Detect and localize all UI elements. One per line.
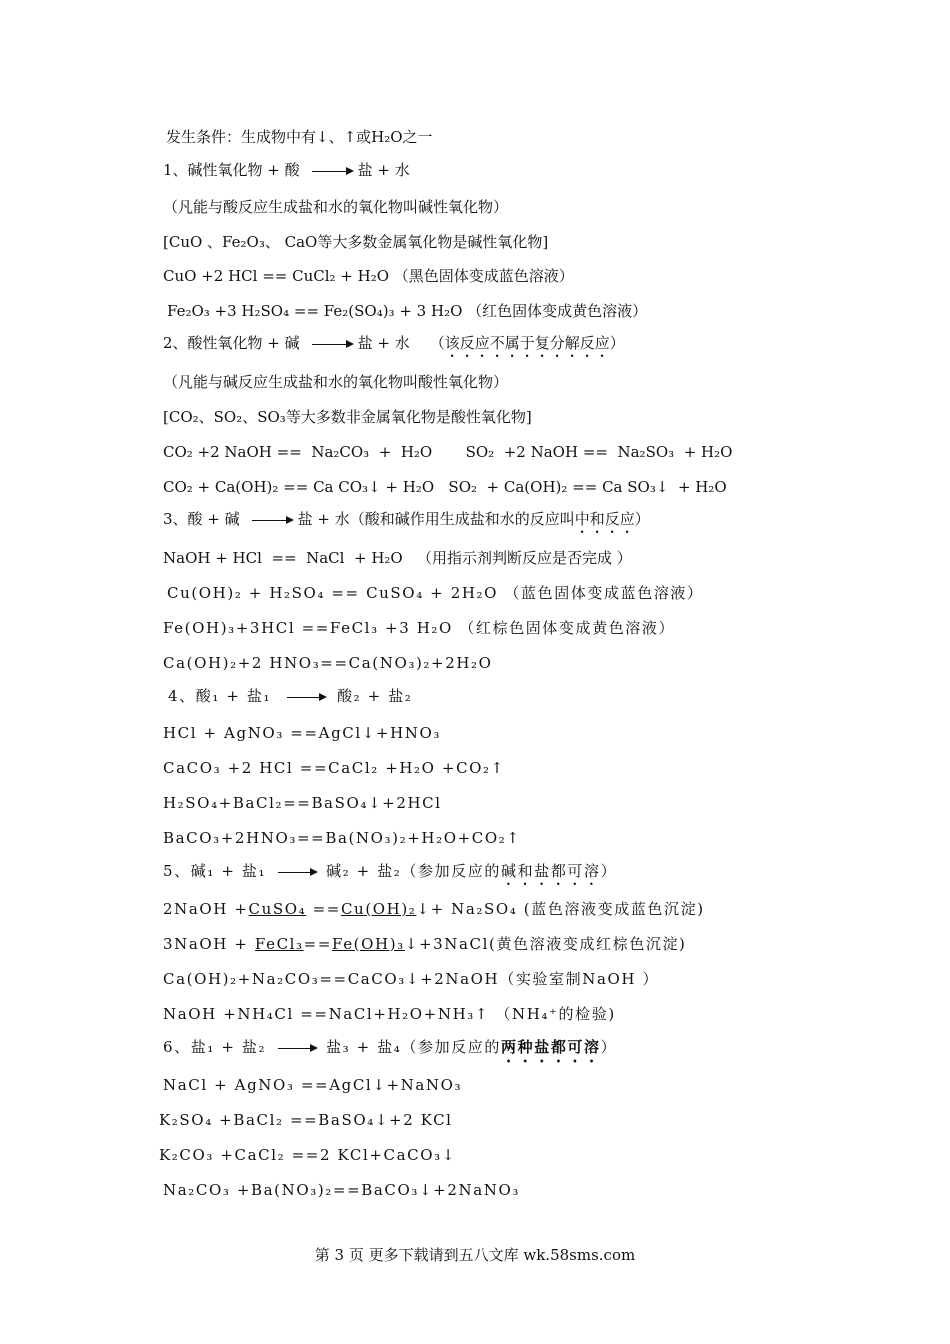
s5-eq2-product: Fe(OH)₃ — [332, 935, 405, 953]
s3-tail: 盐 + 水（酸和碱作用生成盐和水的反应叫 — [297, 510, 575, 528]
s5-tail: 碱₂ + 盐₂（参加反应的 — [326, 862, 502, 880]
s5-equation-1 — [163, 899, 705, 919]
s1-tail: 盐 + 水 — [357, 161, 410, 179]
s6-equation-2: K₂SO₄ +BaCl₂ ==BaSO₄↓+2 KCl — [159, 1111, 453, 1129]
s4-equation-3: H₂SO₄+BaCl₂==BaSO₄↓+2HCl — [163, 794, 442, 812]
arrow-icon — [278, 1042, 318, 1054]
s5-tail-close: ） — [600, 862, 618, 880]
arrow-icon — [287, 691, 327, 703]
s2-heading — [163, 333, 625, 361]
s3-equation-3: Fe(OH)₃+3HCl ==FeCl₃ +3 H₂O （红棕色固体变成黄色溶液） — [163, 619, 676, 637]
s3-head: 3、酸 + 碱 — [163, 510, 240, 528]
s5-equation-2 — [163, 934, 687, 954]
s6-equation-4: Na₂CO₃ +Ba(NO₃)₂==BaCO₃↓+2NaNO₃ — [163, 1181, 520, 1199]
s6-equation-3: K₂CO₃ +CaCl₂ ==2 KCl+CaCO₃↓ — [159, 1146, 456, 1164]
s1-heading — [163, 160, 410, 180]
s5-equation-4: NaOH +NH₄Cl ==NaCl+H₂O+NH₃↑ （NH₄⁺的检验) — [163, 1005, 616, 1023]
s4-equation-4: BaCO₃+2HNO₃==Ba(NO₃)₂+H₂O+CO₂↑ — [163, 829, 521, 847]
s2-equation-2: CO₂ + Ca(OH)₂ == Ca CO₃↓ + H₂O SO₂ + Ca(OH)₂ == Ca SO₃↓ + H₂O — [163, 478, 727, 496]
arrow-icon — [312, 165, 354, 177]
s4-head: 4、酸₁ + 盐₁ — [168, 687, 272, 705]
s5-eq2-part-a: 3NaOH + — [163, 935, 255, 953]
s5-eq1-part-c: == — [306, 900, 341, 918]
s6-tail: 盐₃ + 盐₄（参加反应的 — [326, 1038, 502, 1056]
s4-heading — [168, 686, 412, 706]
s1-head: 1、碱性氧化物 + 酸 — [163, 161, 300, 179]
s5-eq1-reactant: CuSO₄ — [248, 900, 307, 918]
s5-head: 5、碱₁ + 盐₁ — [163, 862, 267, 880]
s2-examples: [CO₂、SO₂、SO₃等大多数非金属氧化物是酸性氧化物] — [163, 408, 532, 426]
s5-equation-3: Ca(OH)₂+Na₂CO₃==CaCO₃↓+2NaOH（实验室制NaOH ） — [163, 970, 660, 988]
s2-note-emphasis: 该反应不属于复分解反应 — [444, 334, 610, 352]
s3-equation-1: NaOH + HCl == NaCl + H₂O （用指示剂判断反应是否完成 ） — [163, 549, 632, 567]
s2-note-close: ） — [609, 334, 625, 352]
s1-note: （凡能与酸反应生成盐和水的氧化物叫碱性氧化物） — [163, 198, 509, 216]
arrow-icon — [312, 338, 354, 350]
s1-examples: [CuO 、Fe₂O₃、 CaO等大多数金属氧化物是碱性氧化物] — [163, 233, 549, 251]
s5-eq1-part-a: 2NaOH + — [163, 900, 249, 918]
s4-tail: 酸₂ + 盐₂ — [337, 687, 413, 705]
s2-note: （凡能与碱反应生成盐和水的氧化物叫酸性氧化物） — [163, 373, 509, 391]
s4-equation-1: HCl + AgNO₃ ==AgCl↓+HNO₃ — [163, 724, 441, 742]
s1-equation-1: CuO +2 HCl == CuCl₂ + H₂O （黑色固体变成蓝色溶液） — [163, 267, 574, 285]
s6-heading — [163, 1037, 617, 1066]
s6-tail-close: ） — [600, 1038, 618, 1056]
s3-heading — [163, 509, 650, 537]
s5-eq2-part-e: ↓+3NaCl(黄色溶液变成红棕色沉淀) — [404, 935, 687, 953]
s2-equation-1: CO₂ +2 NaOH == Na₂CO₃ + H₂O SO₂ +2 NaOH == Na₂SO₃ + H₂O — [163, 443, 733, 461]
s5-eq1-part-e: ↓+ Na₂SO₄ (蓝色溶液变成蓝色沉淀) — [416, 900, 705, 918]
intro-line: 发生条件：生成物中有↓、↑或H₂O之一 — [166, 128, 433, 146]
s6-tail-emphasis: 两种盐都可溶 — [501, 1038, 601, 1056]
s5-eq2-part-c: == — [303, 935, 333, 953]
s5-eq1-product: Cu(OH)₂ — [340, 900, 417, 918]
page-footer: 第 3 页 更多下载请到五八文库 wk.58sms.com — [314, 1246, 636, 1264]
s5-tail-emphasis: 碱和盐都可溶 — [501, 862, 601, 880]
s5-heading — [163, 861, 617, 889]
s3-tail-emphasis: 中和反应 — [574, 510, 635, 528]
s3-equation-2: Cu(OH)₂ + H₂SO₄ == CuSO₄ + 2H₂O （蓝色固体变成蓝色溶液） — [167, 584, 704, 602]
s1-equation-2: Fe₂O₃ +3 H₂SO₄ == Fe₂(SO₄)₃ + 3 H₂O （红色固体变成黄色溶液） — [167, 302, 648, 320]
s5-eq2-reactant: FeCl₃ — [254, 935, 304, 953]
s3-equation-4: Ca(OH)₂+2 HNO₃==Ca(NO₃)₂+2H₂O — [163, 654, 493, 672]
s2-tail: 盐 + 水 — [357, 334, 410, 352]
s6-equation-1: NaCl + AgNO₃ ==AgCl↓+NaNO₃ — [163, 1076, 463, 1094]
s2-head: 2、酸性氧化物 + 碱 — [163, 334, 300, 352]
arrow-icon — [278, 866, 318, 878]
s3-tail-close: ） — [634, 510, 650, 528]
arrow-icon — [252, 514, 294, 526]
s4-equation-2: CaCO₃ +2 HCl ==CaCl₂ +H₂O +CO₂↑ — [163, 759, 505, 777]
s6-head: 6、盐₁ + 盐₂ — [163, 1038, 267, 1056]
s2-note-open: （ — [429, 334, 445, 352]
